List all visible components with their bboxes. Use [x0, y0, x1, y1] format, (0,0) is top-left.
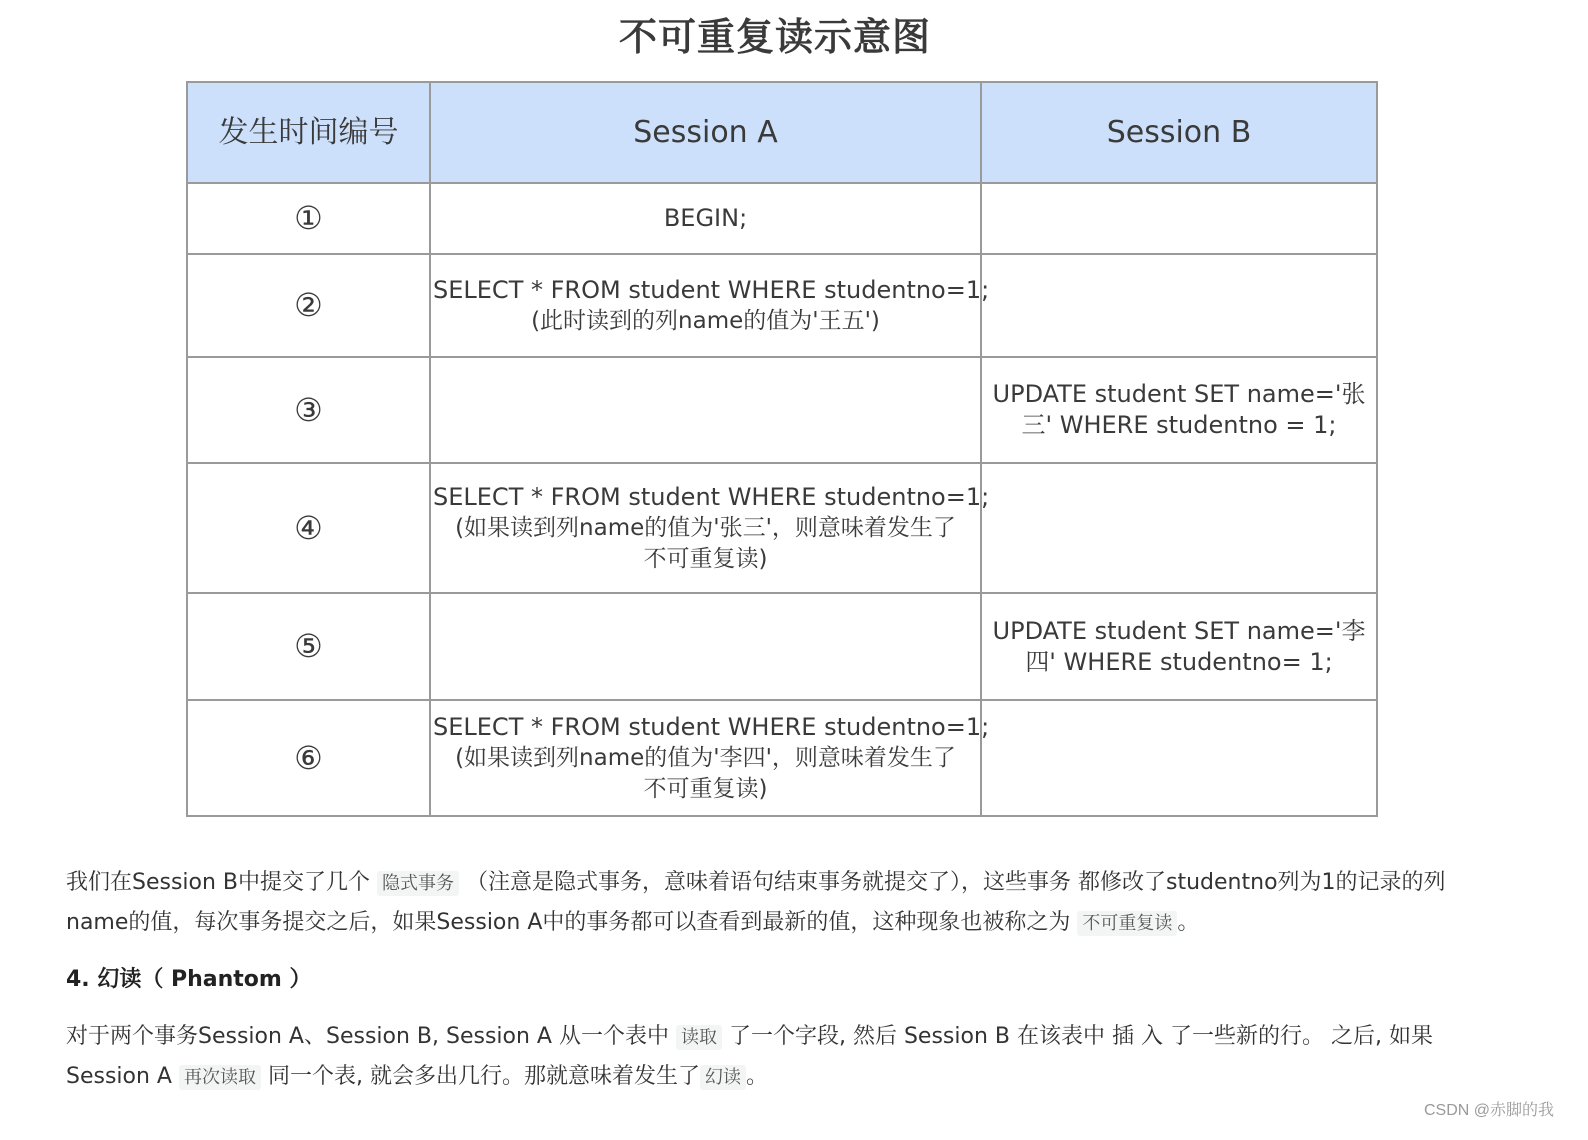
- table-row: [187, 463, 1377, 593]
- session-b-cell: [981, 183, 1377, 254]
- sql-line: UPDATE student SET name='李: [992, 616, 1366, 645]
- paragraph-text: 对于两个事务Session A、Session B, Session A 从一个表中: [66, 1024, 669, 1049]
- timeline-table: [186, 81, 1378, 817]
- sql-line: 四' WHERE studentno= 1;: [1025, 647, 1333, 676]
- session-a-cell: [430, 593, 981, 700]
- session-b-cell: [981, 357, 1377, 463]
- inline-code: 再次读取: [179, 1065, 261, 1090]
- paragraph-text: 我们在Session B中提交了几个: [66, 870, 371, 895]
- header-session-b: Session B: [981, 82, 1377, 183]
- note-line: (如果读到列name的值为'李四'，则意味着发生了: [455, 744, 956, 771]
- session-a-cell: [430, 183, 981, 254]
- paragraph-implicit-transactions: [66, 863, 1496, 943]
- session-b-cell: [981, 700, 1377, 816]
- paragraph-text: 同一个表, 就会多出几行。那就意味着发生了: [267, 1064, 700, 1089]
- step-number: ①: [187, 183, 430, 254]
- sql-line: SELECT * FROM student WHERE studentno=1;: [433, 275, 990, 304]
- table-row: [187, 700, 1377, 816]
- note-line: (如果读到列name的值为'张三'，则意味着发生了: [455, 514, 956, 541]
- inline-code: 隐式事务: [377, 871, 459, 896]
- paragraph-text: 了一个字段, 然后 Session B 在该表中 插 入 了一些新的行。 之后, 如果 Session A: [66, 1024, 1433, 1089]
- paragraph-text: 。: [1177, 910, 1200, 935]
- header-session-a: Session A: [430, 82, 981, 183]
- step-number: ④: [187, 463, 430, 593]
- inline-code: 不可重复读: [1077, 911, 1177, 936]
- inline-code: 幻读: [700, 1065, 746, 1090]
- step-number: ③: [187, 357, 430, 463]
- paragraph-text: （注意是隐式事务，意味着语句结束事务就提交了），这些事务 都修改了studentno列为1的记录的列name的值，每次事务提交之后，如果Session A中的事务都可以查看到最新的值，这种现象也被称之为: [66, 870, 1446, 935]
- session-b-cell: [981, 463, 1377, 593]
- step-number: ②: [187, 254, 430, 357]
- paragraph-text: 。: [745, 1064, 768, 1089]
- table-row: [187, 254, 1377, 357]
- table-row: [187, 593, 1377, 700]
- note-line: 不可重复读): [643, 775, 768, 802]
- table-row: [187, 183, 1377, 254]
- sql-line: SELECT * FROM student WHERE studentno=1;: [433, 482, 990, 511]
- table-row: [187, 357, 1377, 463]
- session-b-cell: [981, 593, 1377, 700]
- paragraph-phantom-read: [66, 1017, 1496, 1097]
- note-line: (此时读到的列name的值为'王五'): [531, 307, 880, 334]
- session-b-cell: [981, 254, 1377, 357]
- session-a-cell: [430, 254, 990, 357]
- header-row: [187, 82, 1377, 183]
- step-number: ⑤: [187, 593, 430, 700]
- sql-line: 三' WHERE studentno = 1;: [1021, 411, 1337, 439]
- sql-line: BEGIN;: [663, 204, 748, 232]
- sql-line: SELECT * FROM student WHERE studentno=1;: [433, 712, 990, 741]
- note-line: 不可重复读): [643, 545, 768, 572]
- csdn-watermark: CSDN @赤脚的我: [1423, 1102, 1554, 1119]
- step-number: ⑥: [187, 700, 430, 816]
- sql-line: UPDATE student SET name='张: [992, 380, 1366, 408]
- inline-code: 读取: [676, 1025, 722, 1050]
- session-a-cell: [430, 357, 981, 463]
- session-a-cell: [430, 700, 990, 816]
- figure-title: 不可重复读示意图: [618, 15, 931, 59]
- section-heading-phantom: 4. 幻读（ Phantom ）: [66, 967, 312, 992]
- header-time-number: 发生时间编号: [187, 82, 430, 183]
- session-a-cell: [430, 463, 990, 593]
- timeline-figure: [186, 81, 1376, 817]
